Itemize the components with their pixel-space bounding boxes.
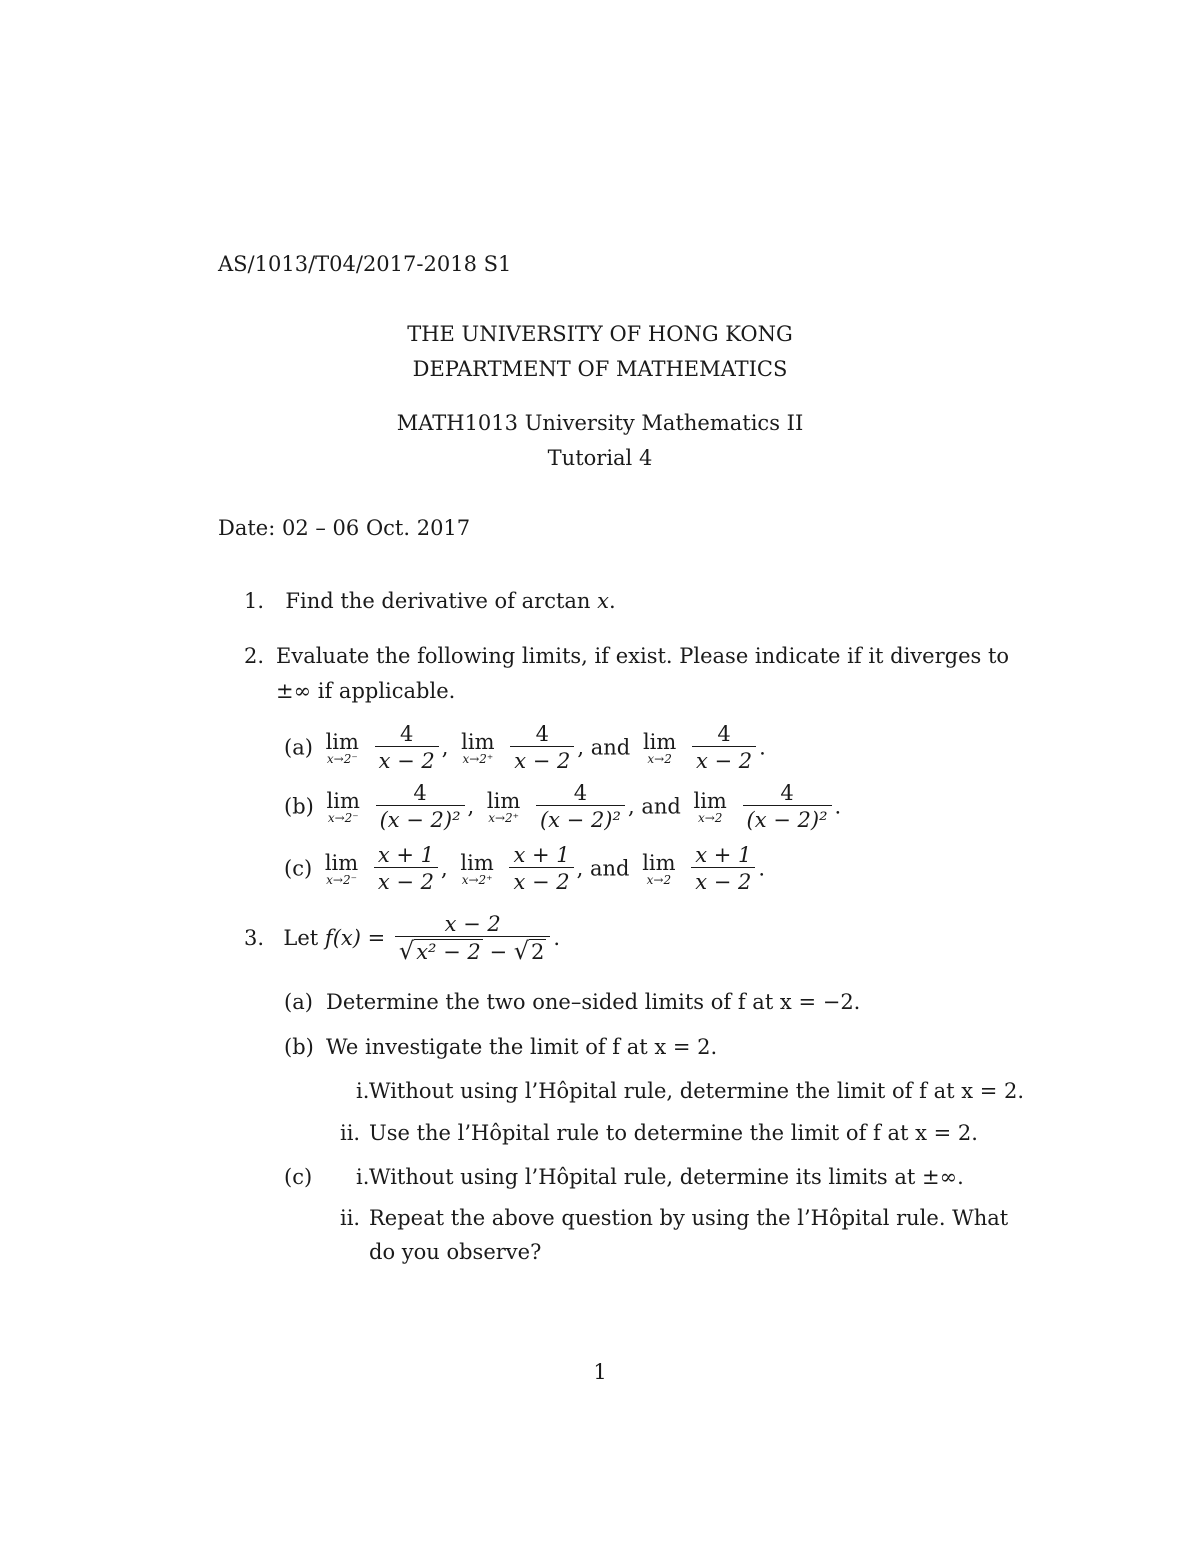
question-2c: (c) lim x→2⁻ $\frac{x + 1}{x - 2}$ , lim x→2⁺ $\frac{x + 1}{x - 2}$ , and lim x→2 $\frac{x + 1}{x - 2}$ . <box>284 843 766 894</box>
function-fraction <box>395 912 551 964</box>
lim-word: lim <box>325 729 359 754</box>
department-title: DEPARTMENT OF MATHEMATICS <box>412 357 788 381</box>
question-3c-i-text: Without using l’Hôpital rule, determine its limits at ±∞. <box>369 1165 964 1189</box>
and-word: and <box>590 856 630 881</box>
numerator: x − 2 <box>444 912 501 936</box>
radicand: 2 <box>531 940 545 964</box>
tutorial-title: Tutorial 4 <box>547 446 653 470</box>
denominator: (x − 2)² <box>743 805 832 832</box>
denominator: (x − 2)² <box>376 805 465 832</box>
limit-left <box>326 731 359 765</box>
course-title: MATH1013 University Mathematics II <box>396 411 804 435</box>
sqrt-icon: √ <box>398 937 415 965</box>
limit-left <box>325 852 358 886</box>
question-3a-text: Determine the two one–sided limits of f at x = −2. <box>326 990 861 1014</box>
numerator: 4 <box>780 781 794 805</box>
lim-word: lim <box>326 788 360 813</box>
numerator: 4 <box>400 722 414 746</box>
part-label: (b) <box>284 794 314 819</box>
numerator: 4 <box>717 722 731 746</box>
numerator: x + 1 <box>377 843 435 867</box>
denominator: x − 2 <box>510 746 574 773</box>
question-2b: (b) lim x→2⁻ $\frac{4}{\text{(x − 2)²}}$ , lim x→2⁺ $\frac{4}{\text{(x − 2)²}}$ , and lim x→2 $\frac{4}{\text{(x − 2)²}}$ . <box>284 781 842 832</box>
denominator: x − 2 <box>691 867 755 894</box>
fraction <box>510 722 574 773</box>
numerator: 4 <box>413 781 427 805</box>
denominator: x − 2 <box>374 867 438 894</box>
lim-sub: x→2⁻ <box>326 872 357 887</box>
fraction <box>374 843 438 894</box>
function-lhs: f(x) = <box>324 926 386 950</box>
question-3c-ii-text-2: do you observe? <box>369 1240 542 1264</box>
lim-word: lim <box>486 788 521 813</box>
limit-two-sided <box>643 731 676 765</box>
limit-right <box>461 731 494 765</box>
lim-word: lim <box>324 850 359 875</box>
lim-sub: x→2⁻ <box>327 810 359 825</box>
question-3a-label: (a) <box>284 990 313 1014</box>
question-3c-ii-label: ii. <box>340 1206 361 1230</box>
numerator: x + 1 <box>695 843 752 867</box>
fraction <box>691 843 755 894</box>
question-3b-label: (b) <box>284 1035 314 1059</box>
numerator: x + 1 <box>513 843 570 867</box>
fraction <box>743 781 832 832</box>
university-title: THE UNIVERSITY OF HONG KONG <box>407 322 793 346</box>
fraction <box>536 781 625 832</box>
lim-sub: x→2⁺ <box>488 810 519 825</box>
punct: . <box>608 589 616 613</box>
question-3b-ii-text: Use the l’Hôpital rule to determine the limit of f at x = 2. <box>369 1121 978 1145</box>
page-number: 1 <box>593 1360 607 1384</box>
lim-sub: x→2 <box>646 872 672 887</box>
date-line: Date: 02 – 06 Oct. 2017 <box>218 516 471 540</box>
question-1 <box>244 589 616 613</box>
question-number: 1. <box>244 589 265 613</box>
numerator: 4 <box>573 781 588 805</box>
lim-word: lim <box>693 788 727 813</box>
question-3c-i-label: i. <box>356 1165 370 1189</box>
lim-word: lim <box>460 850 494 875</box>
question-2-line-2: ±∞ if applicable. <box>276 679 456 703</box>
lim-sub: x→2⁻ <box>326 751 358 766</box>
course-code: AS/1013/T04/2017-2018 S1 <box>218 252 512 276</box>
question-2-line-1: Evaluate the following limits, if exist. Please indicate if it diverges to <box>276 644 1010 668</box>
variable: x <box>597 589 609 613</box>
lim-word: lim <box>461 729 495 754</box>
minus: − <box>482 940 514 964</box>
question-3b-text: We investigate the limit of f at x = 2. <box>326 1035 718 1059</box>
lim-sub: x→2⁺ <box>461 872 493 887</box>
numerator: 4 <box>535 722 549 746</box>
denominator: x − 2 <box>509 867 573 894</box>
question-3b-ii-label: ii. <box>340 1121 361 1145</box>
lim-sub: x→2 <box>697 810 723 825</box>
question-3c-label: (c) <box>284 1165 313 1189</box>
fraction <box>375 722 439 773</box>
denominator: (x − 2)² <box>536 805 625 832</box>
question-3b-i-text: Without using l’Hôpital rule, determine the limit of f at x = 2. <box>369 1079 1025 1103</box>
limit-two-sided <box>694 790 727 824</box>
question-3: 3. Let f(x) = $\frac{x - 2}{\text{√x² − 2 − √2}}$ . <box>244 912 561 965</box>
question-2a: (a) lim x→2⁻ $\frac{4}{x - 2}$ , lim x→2⁺ $\frac{4}{x - 2}$ , and lim x→2 $\frac{4}{x - 2}$ . <box>284 722 766 773</box>
denominator: x − 2 <box>375 746 439 773</box>
and-word: and <box>641 794 681 819</box>
fraction <box>509 843 573 894</box>
limit-left <box>327 790 360 824</box>
radicand: x² − 2 <box>416 940 481 964</box>
fraction <box>692 722 756 773</box>
question-text: Find the derivative of arctan <box>285 589 591 613</box>
question-3c-ii-text-1: Repeat the above question by using the l’Hôpital rule. What <box>369 1206 1009 1230</box>
lim-word: lim <box>642 850 676 875</box>
limit-right <box>460 852 493 886</box>
question-2-number: 2. <box>244 644 265 668</box>
sqrt-icon: √ <box>513 937 530 965</box>
lim-sub: x→2⁺ <box>462 751 494 766</box>
question-number: 3. <box>244 926 265 950</box>
lim-sub: x→2 <box>647 751 672 766</box>
and-word: and <box>590 735 631 760</box>
question-3b-i-label: i. <box>356 1079 370 1103</box>
let-word: Let <box>283 926 319 950</box>
lim-word: lim <box>642 729 677 754</box>
limit-right <box>487 790 520 824</box>
fraction <box>376 781 465 832</box>
part-label: (c) <box>284 856 313 881</box>
denominator: x − 2 <box>692 746 756 773</box>
part-label: (a) <box>284 735 313 760</box>
denominator <box>395 936 551 964</box>
limit-two-sided <box>642 852 675 886</box>
